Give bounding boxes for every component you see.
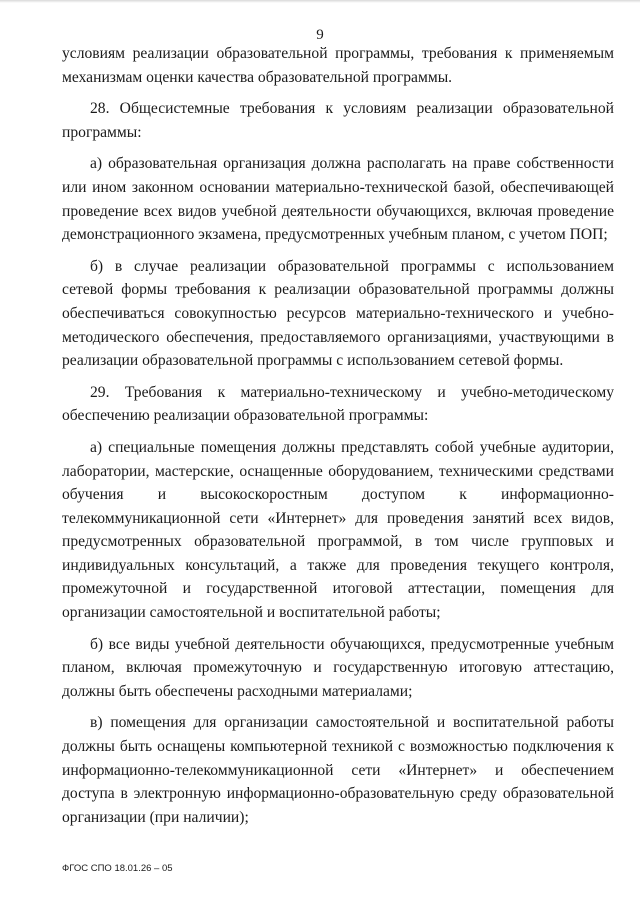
paragraph-28-heading: 28. Общесистемные требования к условиям реализации образовательной программы: xyxy=(62,100,614,141)
paragraph-29-c: в) помещения для организации самостоятельной и воспитательной работы должны быть оснащены компьютерной техникой с возможностью подключения к информационно-телекоммуникационной сети «Интернет» и обеспечением доступа в электронную информационно-образовательную среду образовательной организации (при наличии); xyxy=(62,714,614,826)
document-footer-code: ФГОС СПО 18.01.26 – 05 xyxy=(62,863,173,874)
document-body xyxy=(62,42,614,829)
paragraph-29-a: а) специальные помещения должны представлять собой учебные аудитории, лаборатории, мастерские, оснащенные оборудованием, техническими средствами обучения и высокоскоростным доступом к информационно-телекоммуникационной сети «Интернет» для проведения занятий всех видов, предусмотренных образовательной программой, в том числе групповых и индивидуальных консультаций, а также для проведения текущего контроля, промежуточной и государственной итоговой аттестации, помещения для организации самостоятельной и воспитательной работы; xyxy=(62,438,614,622)
scan-edge xyxy=(0,0,640,3)
paragraph-29-heading: 29. Требования к материально-техническому и учебно-методическому обеспечению реализации образовательной программы: xyxy=(62,383,614,425)
paragraph-28-b: б) в случае реализации образовательной программы с использованием сетевой формы требования к реализации образовательной программы должны обеспечиваться совокупностью ресурсов материально-технического и учебно-методического обеспечения, предоставляемого организациями, участвующими в реализации образовательной программы с использованием сетевой формы. xyxy=(62,257,614,370)
paragraph-28-a: а) образовательная организация должна располагать на праве собственности или ином законном основании материально-технической базой, обеспечивающей проведение всех видов учебной деятельности обучающихся, включая проведение демонстрационного экзамена, предусмотренных учебным планом, с учетом ПОП; xyxy=(62,155,614,244)
page-number: 9 xyxy=(316,27,324,43)
paragraph-29-b: б) все виды учебной деятельности обучающихся, предусмотренные учебным планом, включая промежуточную и государственную итоговую аттестацию, должны быть обеспечены расходными материалами; xyxy=(62,635,614,700)
paragraph-continuation: условиям реализации образовательной программы, требования к применяемым механизмам оценки качества образовательной программы. xyxy=(62,45,614,86)
